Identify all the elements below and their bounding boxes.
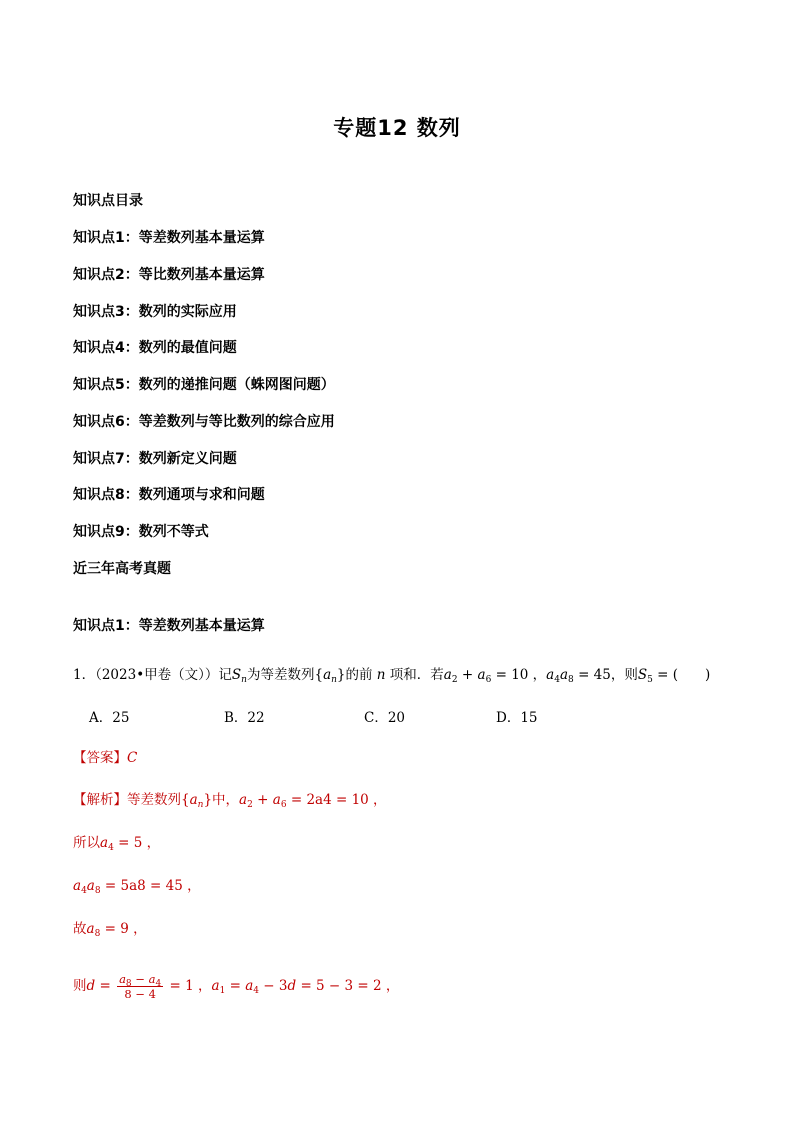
fraction-d: $\frac{a_8 - a_4}{8 - 4}$ bbox=[119, 972, 162, 1001]
page-title: 专题12 数列 bbox=[333, 116, 461, 140]
analysis-eq-2: = 5 bbox=[118, 835, 143, 851]
option-a: A．25 bbox=[89, 710, 130, 726]
toc-item-1: 知识点1：等差数列基本量运算 bbox=[73, 230, 265, 246]
analysis-line-1: 【解析】等差数列$\{a_n\}$中，$a_2 + a_6 = 2a4 = 10$ ， bbox=[73, 792, 387, 810]
analysis-tag: 【解析】 bbox=[73, 792, 127, 808]
answer-value: C bbox=[127, 750, 138, 766]
analysis-line-4: 故$a_8 = 9$ ， bbox=[73, 921, 147, 939]
option-d: D．15 bbox=[496, 710, 538, 726]
analysis-eq-5a: = 1 bbox=[169, 978, 194, 994]
toc-heading: 知识点目录 bbox=[73, 193, 143, 209]
analysis-mid-1: 中， bbox=[212, 792, 240, 808]
question-stem: 1．（2023•甲卷（文））记$S_n$为等差数列$\{a_n\}$的前 n 项和．若$a_2 + a_6 = 10$ ，$a_4a_8 = 45$，则$S_5$ = ( ) bbox=[73, 667, 711, 685]
option-c: C．20 bbox=[364, 710, 406, 726]
toc-item-9: 知识点9：数列不等式 bbox=[73, 524, 209, 540]
toc-item-2: 知识点2：等比数列基本量运算 bbox=[73, 267, 265, 283]
analysis-prefix-4: 故 bbox=[73, 921, 87, 937]
analysis-text-1: 等差数列 bbox=[127, 792, 181, 808]
toc-item-6: 知识点6：等差数列与等比数列的综合应用 bbox=[73, 414, 335, 430]
question-cond1: = 10 bbox=[495, 667, 529, 683]
analysis-line-2: 所以$a_4 = 5$ ， bbox=[73, 835, 161, 853]
question-mid1: 为等差数列 bbox=[246, 667, 315, 683]
question-ask: ，则 bbox=[610, 667, 638, 683]
analysis-eq-4: = 9 bbox=[104, 921, 129, 937]
toc-item-8: 知识点8：数列通项与求和问题 bbox=[73, 487, 265, 503]
answer-line bbox=[73, 749, 137, 767]
analysis-prefix-5: 则 bbox=[73, 978, 87, 994]
toc-item-5: 知识点5：数列的递推问题（蛛网图问题） bbox=[73, 377, 335, 393]
question-paren: = ( ) bbox=[657, 667, 711, 683]
analysis-line-5: 则d = $\frac{a_8 - a_4}{8 - 4}$ = 1 ，$a_1 = a_4 - 3d = 5 - 3 = 2$ ， bbox=[73, 972, 400, 1001]
question-mid3: 项和．若 bbox=[389, 667, 444, 683]
toc-item-7: 知识点7：数列新定义问题 bbox=[73, 451, 237, 467]
toc-item-3: 知识点3：数列的实际应用 bbox=[73, 304, 237, 320]
analysis-prefix-2: 所以 bbox=[73, 835, 100, 851]
analysis-eq-5b: = 5 − 3 = 2 bbox=[300, 978, 382, 994]
answer-tag: 【答案】 bbox=[73, 750, 127, 766]
option-b: B．22 bbox=[224, 710, 265, 726]
toc-item-4: 知识点4：数列的最值问题 bbox=[73, 340, 237, 356]
question-cond2: = 45 bbox=[578, 667, 611, 683]
analysis-eq-1: = 2a4 = 10 bbox=[290, 792, 369, 808]
question-prefix: 1．（2023•甲卷（文））记 bbox=[73, 667, 232, 683]
analysis-eq-3: = 5a8 = 45 bbox=[104, 878, 183, 894]
question-mid2: 的前 bbox=[345, 667, 373, 683]
analysis-line-3: $a_4a_8 = 5a8 = 45$ ， bbox=[73, 878, 201, 896]
section-heading: 知识点1：等差数列基本量运算 bbox=[73, 618, 265, 634]
toc-last: 近三年高考真题 bbox=[73, 561, 171, 577]
